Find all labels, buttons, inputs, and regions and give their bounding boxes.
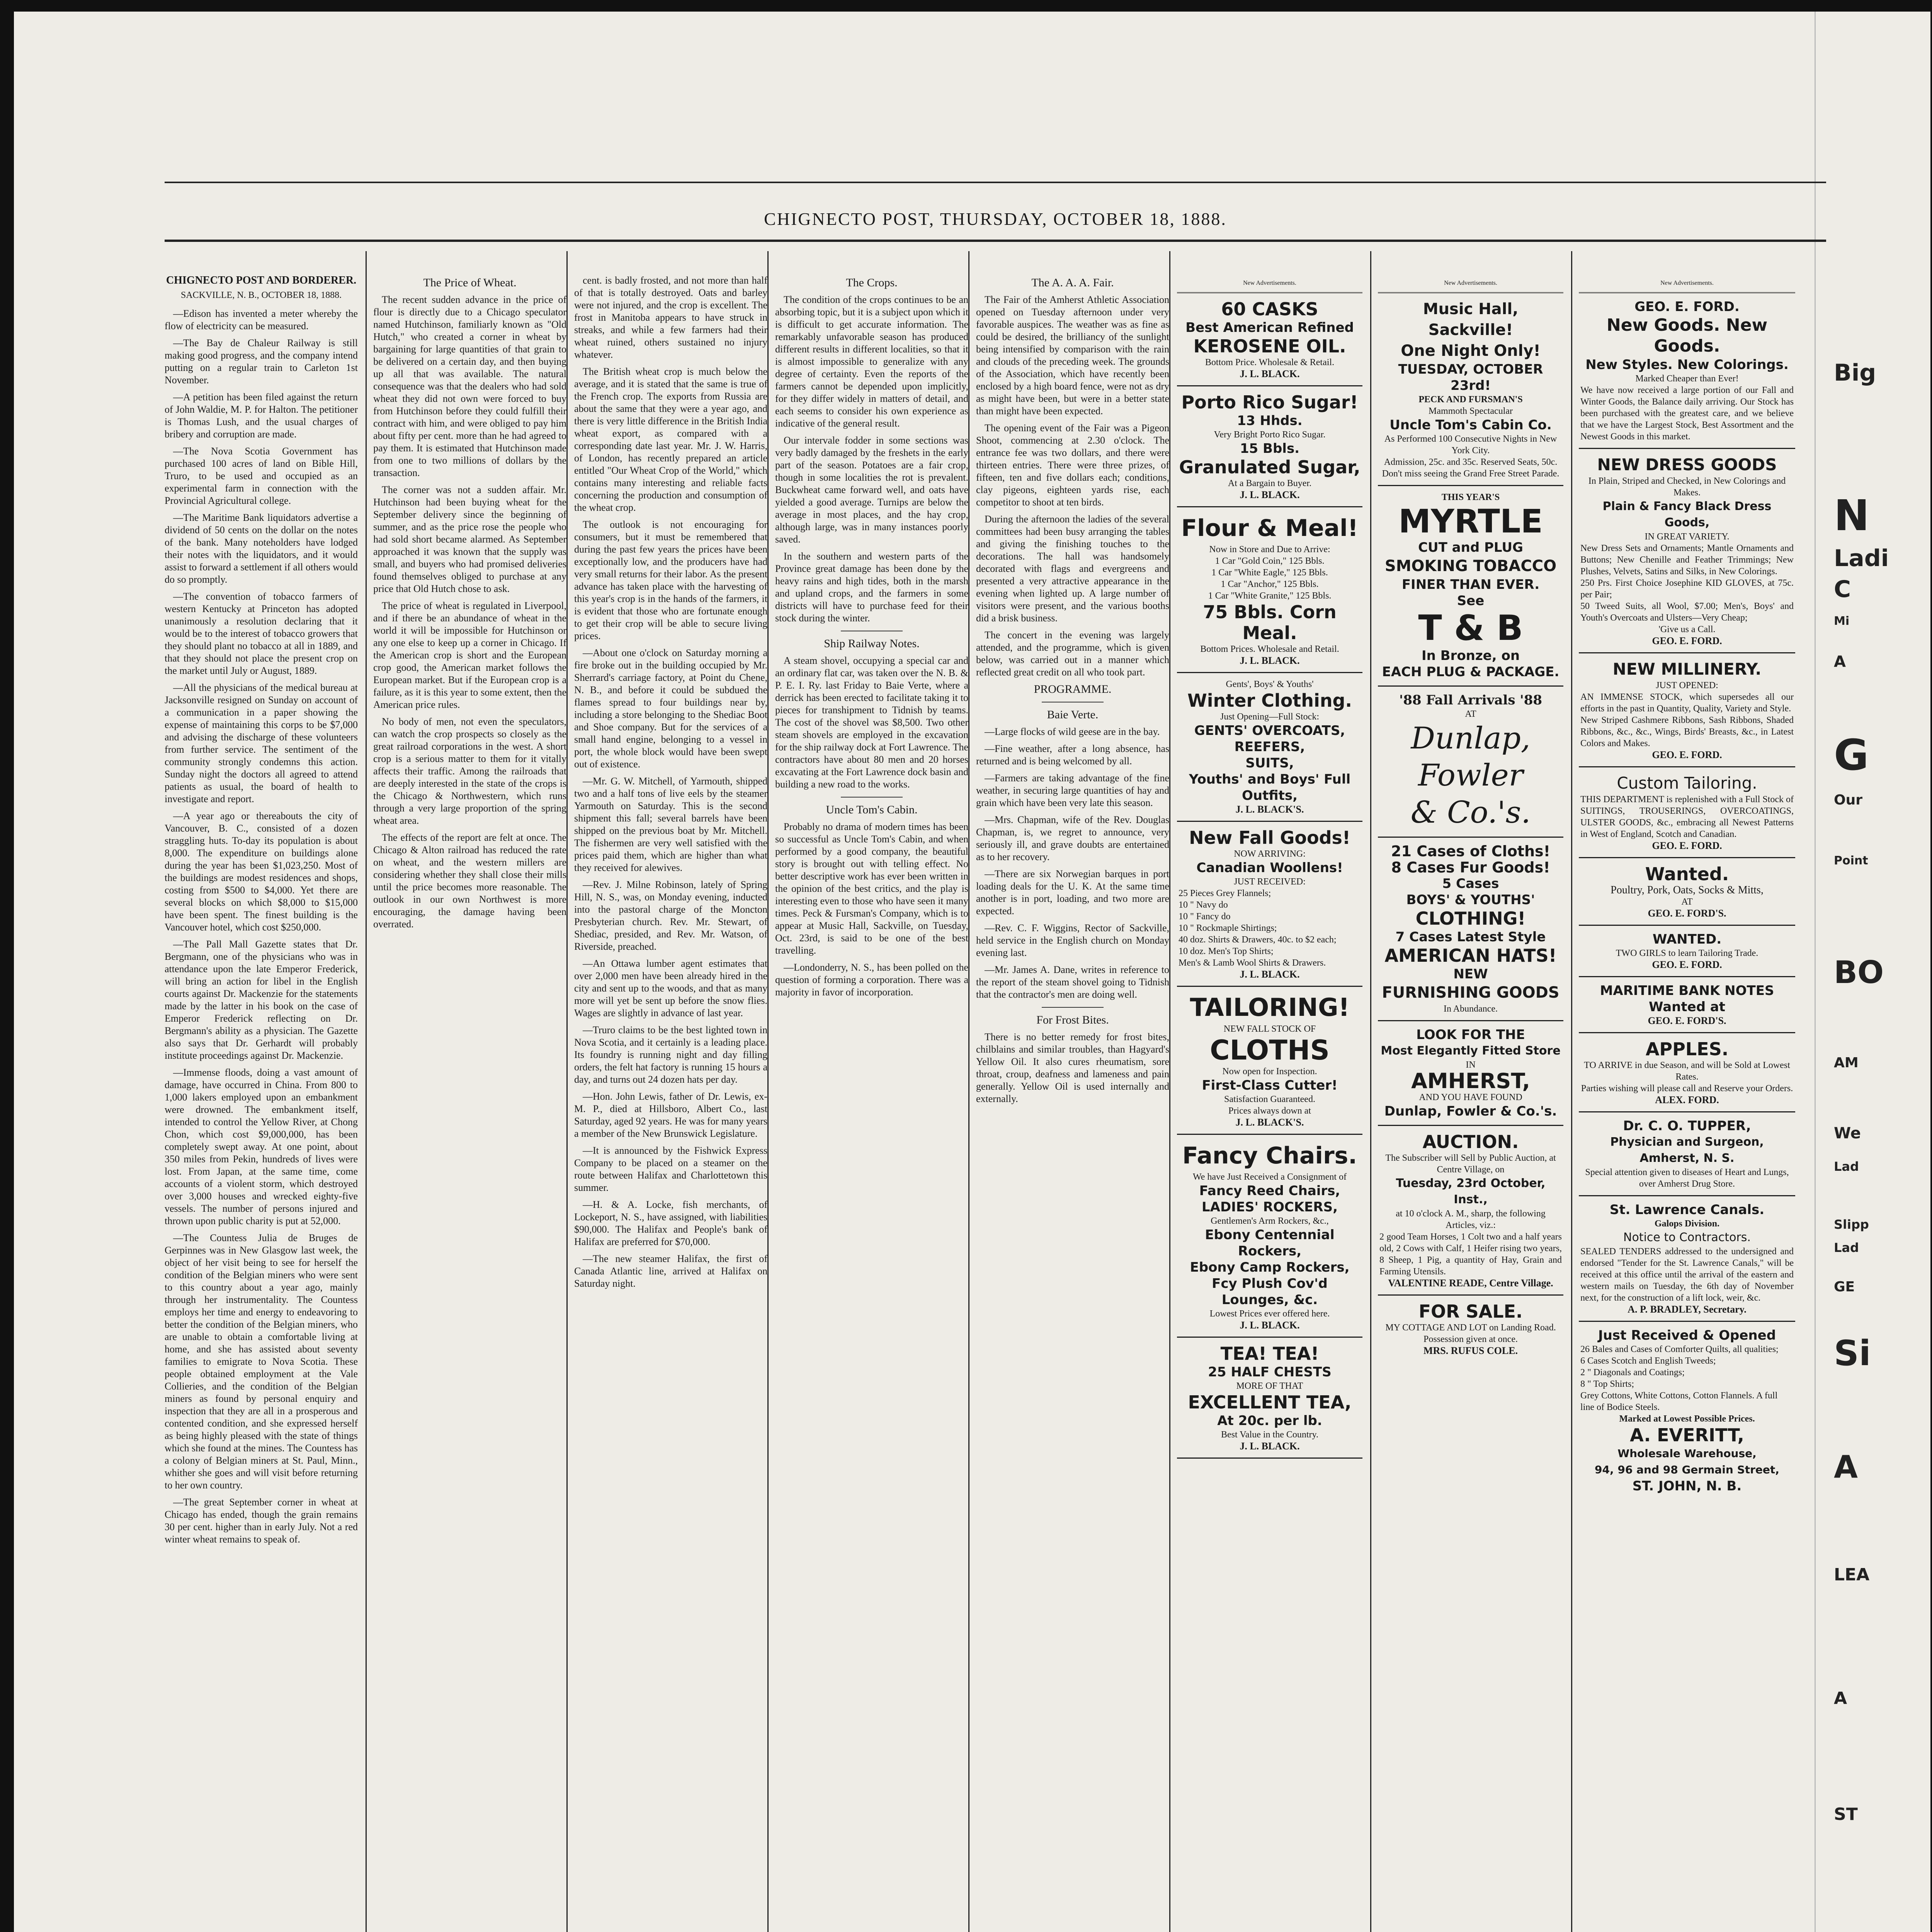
divider [841,797,903,798]
paragraph: During the afternoon the ladies of the several committees had been busy arranging the tables and giving the finishing touches to the decorations. The hall was handsomely decorated with flags and evergreens and presented a very attractive appearance in the evening when lighted up. A large number of visitors were present, and the various booths did a brisk business. [976,514,1169,624]
ad-line: New Striped Cashmere Ribbons, Sash Ribbons, Shaded Ribbons, &c., &c., Wings, Birds' Breasts, &c., in Latest Colors and Makes. [1580,715,1794,748]
ad-line: New Goods. New Goods. [1606,315,1768,356]
ad-line: IN [1466,1060,1476,1070]
top-rule [165,182,1826,183]
ad-line: 13 Hhds. [1237,413,1303,429]
ad-line: See [1457,593,1485,609]
ad-signature: J. L. BLACK. [1240,489,1300,500]
ad-line: REEFERS, [1234,739,1305,755]
column-rule [968,251,969,1932]
paragraph: —Fine weather, after a long absence, has returned and is being welcomed by all. [976,743,1169,767]
ad-dunlap-store [1378,1021,1563,1126]
paragraph: —A petition has been filed against the return of John Waldie, M. P. for Halton. The petitioner is Thomas Lush, and the usual charges of bribery and corruption are made. [165,391,358,440]
ad-line: Admission, 25c. and 35c. Reserved Seats, 50c. [1384,457,1558,467]
paragraph: —A year ago or thereabouts the city of Vancouver, B. C., consisted of a dozen straggling huts. To-day its population is about 8,000. The expenditure on buildings alone during the year has been $1,023,250. Most of the buildings are modest residences and shops, costing from $500 to $4,000. Yet there are several blocks on which $8,000 to $15,000 have been spent. The finest building is the Vancouver hotel, which cost $250,000. [165,810,358,933]
ad-dunlap-stock [1378,838,1563,1021]
ad-line: Uncle Tom's Cabin Co. [1389,417,1552,433]
paragraph: —The convention of tobacco farmers of western Kentucky at Princeton has adopted unanimously a resolution declaring that it would be to the interest of tobacco growers that they should plant no tobacco at all in 1889, and that they should not place the present crop on the market until July or August, 1889. [165,591,358,676]
ad-bank-notes [1579,977,1795,1033]
ad-signature: J. L. BLACK'S. [1235,1117,1304,1128]
ad-line: Gents', Boys' & Youths' [1226,679,1314,689]
paragraph: The condition of the crops continues to be an absorbing topic, but it is a subject upon which it is difficult to get accurate information. The remarkably unfavorable season has produced different results in different localities, so that it is almost impossible to generalize with any degree of certainty. Even the reports of the farmers cannot be depended upon implicitly, for they differ widely in matters of detail, and each seems to consider his own experience as indicative of the general result. [775,294,968,429]
adjacent-fragment: Lad [1834,1159,1859,1174]
paragraph: The effects of the report are felt at once. The Chicago & Alton railroad has reduced the rate on wheat, and the western millers are considering whether they shall close their mills until the price becomes more reasonable. The outlook in our own Northwest is more encouraging, the damage having been overrated. [373,832,566,930]
ad-line: New Dress Sets and Ornaments; Mantle Ornaments and Buttons; New Chenille and Feather Trimmings; New Plushes, Velvets, Satins and Silks, in New Colorings. [1580,543,1794,577]
paragraph: A steam shovel, occupying a special car and an ordinary flat car, was taken over the N. B. & P. E. I. Ry. last Friday to Baie Verte, where a derrick has been erected to facilitate taking it to pieces for transhipment to Tidnish by teams. The cost of the shovel was $8,500. Two other steam shovels are employed in the excavation for the ship railway dock at Fort Lawrence. The contractors have about 80 men and 20 horses excavating at the Fort Lawrence dock basin and building a new road to the works. [775,655,968,790]
ad-line: THIS DEPARTMENT is replenished with a Full Stock of SUITINGS, TROUSERINGS, OVERCOATINGS, ULSTER GOODS, &c., embracing all Newest Patterns in West of England, Scotch and Canadian. [1580,794,1794,839]
adjacent-fragment: Our [1834,792,1862,808]
ad-line: THIS YEAR'S [1441,492,1500,502]
ad-signature: GEO. E. FORD. [1652,635,1722,646]
ad-dress-goods [1579,449,1795,653]
adjacent-fragment: Mi [1834,614,1850,628]
ad-line: New Fall Goods! [1189,827,1350,848]
paragraph: —The Pall Mall Gazette states that Dr. Bergmann, one of the physicians who was in attendance upon the late Emperor Frederick, will bring an action for libel in the English courts against Dr. Mackenzie for the statements made by the latter in his book on the case of Emperor Frederick reflecting on Dr. Bergmann's ability as a physician. The Gazette also says that Dr. Gerhardt will probably institute proceedings against Dr. Mackenzie. [165,939,358,1061]
column-rule [566,251,568,1932]
paragraph: —The Countess Julia de Bruges de Gerpinnes was in New Glasgow last week, the object of her visit being to see for herself the condition of the Belgian miners who were sent to this country about a year ago, mainly through her instrumentality. The Countess employs her time and energy to endeavoring to better the condition of the Belgian miners, who are unable to obtain a comfortable living at home, and she has assisted about seventy families to emigrate to Nova Scotia. These people obtained employment at the Vale Collieries, and the condition of the Belgian miners as found by personal enquiry and inspection that they are all in a prosperous and contented condition, and she expressed herself as being highly pleased with the state of things which she found at the mines. The Countess has a colony of Belgian miners at St. Paul, Minn., whither she goes and will visit before returning to her own country. [165,1232,358,1491]
column-rule [366,251,367,1932]
ad-line: 10 " Rockmaple Shirtings; [1179,923,1277,933]
paragraph: —Large flocks of wild geese are in the bay. [985,726,1160,737]
ad-line: 25 HALF CHESTS [1208,1364,1332,1380]
paragraph: —Londonderry, N. S., has been polled on the question of forming a corporation. There was a majority in favor of incorporation. [775,962,968,998]
ad-line: CLOTHS [1210,1034,1330,1066]
ad-line: Ebony Camp Rockers, [1190,1260,1350,1275]
ad-line: Mammoth Spectacular [1429,406,1513,416]
ad-line: 1 Car "White Eagle," 125 Bbls. [1211,568,1328,578]
ad-line: Galops Division. [1654,1219,1720,1229]
ad-tailoring [1177,987,1362,1135]
ad-line: Lowest Prices ever offered here. [1209,1309,1330,1319]
ad-signature: J. L. BLACK. [1240,368,1300,379]
ad-line: Just Received & Opened [1598,1328,1776,1343]
ad-line: Notice to Contractors. [1623,1231,1751,1244]
ad-line: FINER THAN EVER. [1401,577,1540,592]
ad-everitt [1579,1322,1795,1500]
ad-line: Fowler [1418,758,1523,793]
ad-line: 50 Tweed Suits, all Wool, $7.00; Men's, Boys' and Youth's Overcoats and Ulsters—Very Cheap; [1580,601,1794,623]
paragraph: No body of men, not even the speculators, can watch the crop prospects so closely as the great railroad corporations in the west. A short crop is a serious matter to them for it vitally affects their traffic. Among the railroads that are deeply interested in the state of the crops is the Chicago & Northwestern, which runs through a very large proportion of the spring wheat area. [373,716,566,826]
ad-line: AUCTION. [1422,1131,1519,1152]
adjacent-fragment: A [1834,1689,1847,1708]
ad-line: Gentlemen's Arm Rockers, &c., [1211,1216,1329,1226]
adjacent-fragment: Point [1834,854,1868,867]
column-editorial [165,274,358,1932]
ad-line: At a Bargain to Buyer. [1228,478,1312,488]
paragraph: —There are six Norwegian barques in port loading deals for the U. K. At the same time another is in port, loading, and two more are expected. [976,868,1169,917]
ad-line: PECK AND FURSMAN'S [1418,395,1523,405]
paragraph: —The Bay de Chaleur Railway is still making good progress, and the company intend putting on a regular train to Carleton 1st November. [165,337,358,386]
ad-line: Prices always down at [1228,1106,1311,1116]
ad-line: Fancy Reed Chairs, [1199,1183,1340,1199]
ad-line: Wanted. [1645,864,1729,884]
column-fair [976,274,1169,1932]
paragraph: —It is announced by the Fishwick Express Company to be placed on a steamer on the route between Halifax and Charlottetown this summer. [574,1145,767,1193]
ad-line: Bottom Prices. Wholesale and Retail. [1200,644,1339,654]
ad-line: 26 Bales and Cases of Comforter Quilts, all qualities; [1580,1344,1779,1354]
ad-line: In Plain, Striped and Checked, in New Colorings and Makes. [1588,476,1786,498]
ad-line: '88 Fall Arrivals '88 [1399,692,1543,708]
ad-line: We have now received a large portion of our Fall and Winter Goods, the Balance daily arriving. Our Stock has been purchased with the greatest care, and we believe that we have the Largest Stock, Best Assortment and the Newest Goods in this market. [1580,385,1794,442]
ad-line: SEALED TENDERS addressed to the undersigned and endorsed "Tender for the St. Lawrence Canals," will be received at this office until the arrival of the eastern and western mails on Tuesday, the 6th day of November next, for the construction of a lift lock, weir, &c. [1580,1247,1794,1303]
adjacent-fragment: LEA [1834,1565,1870,1585]
ad-line: AT [1681,897,1693,907]
paragraph: Our intervale fodder in some sections was very badly damaged by the freshets in the early part of the season. Potatoes are a fair crop, though in some localities the rot is prevalent. Buckwheat came forward well, and oats have yielded a good average. Turnips are below the average in most places, and the hay crop, although large, was in many instances poorly saved. [775,435,968,545]
adjacent-fragment: Lad [1834,1240,1859,1255]
ad-line: Tuesday, 23rd October, Inst., [1396,1177,1546,1206]
ad-line: MY COTTAGE AND LOT on Landing Road. Possession given at once. [1385,1323,1556,1344]
paragraph: —Edison has invented a meter whereby the flow of electricity can be measured. [165,308,358,332]
ad-apples [1579,1033,1795,1112]
ad-line: 40 doz. Shirts & Drawers, 40c. to $2 each; [1179,935,1337,945]
ad-line: Physician and Surgeon, [1610,1135,1764,1149]
paragraph: —An Ottawa lumber agent estimates that over 2,000 men have been already hired in the city and sent up to the woods, and that as many more will yet be sent up before the snow flies. Wages are slightly in advance of last year. [574,958,767,1019]
ad-signature: J. L. BLACK. [1240,1440,1300,1452]
paragraph: In the southern and western parts of the Province great damage has been done by the heavy rains and high tides, both in the marsh and upland crops, and the farmers in some districts will have to purchase feed for their stock during the winter. [775,551,968,624]
column-ads-ford [1579,274,1795,1932]
paragraph: —The Maritime Bank liquidators advertise a dividend of 50 cents on the dollar on the notes of the bank. Many noteholders have lodged their notes with the liquidators, and it would assist to forward a settlement if all others would do so promptly. [165,512,358,585]
ad-line: AT [1465,709,1476,719]
ad-line: GENTS' OVERCOATS, [1194,723,1345,738]
paragraph: —About one o'clock on Saturday morning a fire broke out in the building occupied by Mr. Sherrard's carriage factory, at Point du Chene, N. B., and before it could be subdued the flames spread to four buildings near by, including a store belonging to the Shediac Boot and Shoe company. But for the services of a small hand engine, belonging to a vessel in port, the whole block would have been swept out of existence. [574,647,767,770]
paragraph: —Mr. G. W. Mitchell, of Yarmouth, shipped two and a half tons of live eels by the steamer Yarmouth on Saturday. This is the second shipment this fall; several barrels have been shipped on the previous boat by Mr. Mitchell. The fishermen are very well satisfied with the prices paid them, which are higher than what they received for alewives. [574,776,767,873]
column-rule [1370,251,1371,1932]
paragraph: The recent sudden advance in the price of flour is directly due to a Chicago speculator named Hutchinson, familiarly known as "Old Hutch," who created a corner in wheat by bargaining for large quantities of that grain to be delivered on a certain day, and then buying up all that was available. The natural consequence was that the dealers who had sold wheat they did not own were forced to buy from Hutchinson before they could fulfill their contract with him, and were obliged to pay him about fifty per cent. more than he had agreed to pay them. It is estimated that Hutchinson made from one to two millions of dollars by the transaction. [373,294,566,478]
article-heading: The A. A. A. Fair. [1031,276,1114,289]
ad-line: 8 Cases Fur Goods! [1391,859,1550,876]
ad-line: Poultry, Pork, Oats, Socks & Mitts, [1611,884,1764,896]
ad-line: 250 Prs. First Choice Josephine KID GLOVES, at 75c. per Pair; [1580,578,1794,600]
ad-line: Satisfaction Guaranteed. [1224,1094,1315,1104]
newspaper-page [14,12,1930,1932]
paragraph: The corner was not a sudden affair. Mr. Hutchinson had been buying wheat for the September delivery since the beginning of summer, and as the price rose the people who had sold short became alarmed. As September approached it was known that the supply was small, and buyers who had promised deliveries found themselves obliged to purchase at any price that Old Hutch chose to ask. [373,484,566,594]
ad-line: Dunlap, Fowler & Co.'s. [1384,1104,1557,1119]
ad-line: Very Bright Porto Rico Sugar. [1214,430,1326,440]
ad-line: TO ARRIVE in due Season, and will be Sold at Lowest Rates. [1584,1060,1790,1082]
ad-line: TWO GIRLS to learn Tailoring Trade. [1616,948,1759,958]
ad-kerosene [1177,293,1362,386]
ad-line: Bottom Price. Wholesale & Retail. [1205,357,1335,367]
ad-line: Dr. C. O. TUPPER, [1623,1118,1751,1134]
ad-line: TAILORING! [1190,993,1350,1022]
ad-line: NEW [1453,966,1488,982]
ad-line: JUST RECEIVED: [1234,877,1306,887]
ad-signature: J. L. BLACK. [1240,655,1300,666]
ad-line: Now open for Inspection. [1222,1066,1317,1077]
ad-line: at 10 o'clock A. M., sharp, the following Articles, viz.: [1396,1209,1546,1230]
ad-line: New Styles. New Colorings. [1585,357,1789,372]
ad-line: SUITS, [1245,755,1294,771]
ad-line: We have Just Received a Consignment of [1193,1172,1347,1182]
ad-line: 21 Cases of Cloths! [1391,843,1550,860]
ad-line: Custom Tailoring. [1617,774,1757,793]
ad-line: Canadian Woollens! [1196,860,1343,876]
ad-line: CLOTHING! [1415,908,1526,929]
ad-line: 1 Car "White Granite," 125 Bbls. [1208,591,1332,601]
paragraph: cent. is badly frosted, and not more than half of that is totally destroyed. Oats and barley were not injured, and the crop is excellent. The frost in Manitoba appears to have struck in streaks, and while a few farmers had their wheat ruined, others sustained no injury whatever. [574,275,767,360]
ad-line: 15 Bbls. [1240,441,1300,456]
ads-header: New Advertisements. [1579,274,1795,293]
adjacent-fragment: G [1834,730,1869,780]
paragraph: The concert in the evening was largely attended, and the programme, which is given below, was carried out in a manner which reflected great credit on all who took part. [976,629,1169,678]
paragraph: —The Nova Scotia Government has purchased 100 acres of land on Bible Hill, Truro, to be used and occupied as an experimental farm in connection with the Provincial Agricultural college. [165,446,358,506]
adjacent-fragment: N [1834,491,1870,540]
ad-new-goods [1579,293,1795,449]
ad-line: MYRTLE [1398,502,1543,540]
ad-line: Fcy Plush Cov'd Lounges, &c. [1212,1276,1328,1308]
ad-line: EXCELLENT TEA, [1188,1392,1352,1413]
ad-line: As Performed 100 Consecutive Nights in New York City. [1384,434,1557,456]
ad-line: Marked at Lowest Possible Prices. [1619,1414,1755,1424]
paragraph: —Immense floods, doing a vast amount of damage, have occurred in China. From 800 to 1,000 lakers employed upon an embankment were drowned. The embankment itself, intended to control the Yellow River, at Chong Chon, which cost $9,000,000, has been completely swept away. At one point, about 350 miles from Pekin, hundreds of lives were lost. From Japan, at the same time, come accounts of a violent storm, which destroyed over 3,000 houses and wrecked eighty-five vessels. The number of persons injured and thrown upon public charity is put at 52,000. [165,1067,358,1226]
ad-wanted-poultry [1579,858,1795,926]
ad-canals [1579,1196,1795,1322]
ad-line: NOW ARRIVING: [1234,849,1306,859]
ad-line: Music Hall, Sackville! [1423,300,1519,339]
ad-line: NEW MILLINERY. [1612,660,1762,679]
ad-millinery [1579,653,1795,767]
article-heading: The Crops. [846,276,898,289]
adjacent-fragment: Big [1834,359,1876,386]
paragraph: —Truro claims to be the best lighted town in Nova Scotia, and it certainly is a leading place. Its foundry is running night and day filling orders, the felt hat factory is running 15 hours a day, and turns out 24 dozen hats per day. [574,1024,767,1085]
paragraph: —Rev. J. Milne Robinson, lately of Spring Hill, N. S., was, on Monday evening, inducted into the pastoral charge of the Moncton Presbyterian church. Rev. Mr. Stewart, of Shediac, presided, and Rev. Mr. Watson, of Riverside, preached. [574,879,767,952]
ad-line: Granulated Sugar, [1179,457,1361,478]
ad-line: TEA! TEA! [1220,1343,1319,1364]
ad-chairs [1177,1135,1362,1338]
adjacent-fragment: BO [1834,954,1884,990]
ad-music-hall [1378,293,1563,486]
paragraph: Probably no drama of modern times has been so successful as Uncle Tom's Cabin, and when performed by a good company, the beautiful story is brought out with telling effect. No better descriptive work has ever been written in the opinion of the best critics, and the play is interesting even to those who have seen it many times. Peck & Fursman's Company, which is to appear at Music Hall, Sackville, on Tuesday, Oct. 23rd, is said to be one of the best travelling. [775,821,968,956]
ad-line: JUST OPENED: [1656,680,1718,690]
adjacent-fragment: A [1834,653,1846,671]
ad-line: FURNISHING GOODS [1382,984,1560,1002]
ad-line: LADIES' ROCKERS, [1201,1199,1338,1215]
ad-line: ST. JOHN, N. B. [1632,1478,1742,1494]
paragraph: The Fair of the Amherst Athletic Association opened on Tuesday afternoon under very favorable auspices. The weather was as fine as could be desired, the brilliancy of the sunlight being intensified by comparison with the rain and clouds of the preceding week. The grounds of the Association, which have recently been enclosed by a high board fence, were not as dry as might have been, but were in a better state than might have been expected. [976,294,1169,417]
ad-line: Plain & Fancy Black Dress Goods, [1602,500,1772,529]
ad-line: LOOK FOR THE [1416,1027,1525,1043]
adjacent-fragment: AM [1834,1055,1859,1071]
ad-line: Porto Rico Sugar! [1181,392,1358,413]
ad-dr-tupper [1579,1112,1795,1196]
column-rule [767,251,769,1932]
ad-line: 6 Cases Scotch and English Tweeds; [1580,1356,1716,1366]
ad-line: At 20c. per lb. [1217,1413,1322,1429]
ad-line: BOYS' & YOUTHS' [1406,892,1535,908]
page-header: CHIGNECTO POST, THURSDAY, OCTOBER 18, 1888. [764,209,1227,229]
ad-line: CUT and PLUG [1418,540,1523,555]
ad-line: Special attention given to diseases of Heart and Lungs, over Amherst Drug Store. [1585,1167,1789,1189]
ad-signature: VALENTINE READE, Centre Village. [1388,1277,1553,1289]
ad-line: In Bronze, on [1421,648,1520,663]
ad-line: 25 Pieces Grey Flannels; [1179,888,1271,898]
ad-signature: J. L. BLACK. [1240,1320,1300,1331]
ad-dunlap-arrivals [1378,687,1563,838]
ad-line: Wanted at [1648,999,1726,1015]
ad-line: 7 Cases Latest Style [1395,929,1546,945]
ad-line: Amherst, N. S. [1639,1151,1735,1165]
article-heading: For Frost Bites. [1036,1014,1109,1026]
ad-line: FOR SALE. [1418,1301,1523,1322]
ad-line: AN IMMENSE STOCK, which supersedes all our efforts in the past in Quantity, Quality, Variety and Style. [1580,692,1794,714]
ad-for-sale [1378,1296,1563,1362]
ad-line: AND YOU HAVE FOUND [1419,1092,1522,1102]
article-heading: Uncle Tom's Cabin. [826,803,918,816]
ad-line: AMHERST, [1411,1069,1530,1093]
paragraph: The outlook is not encouraging for consumers, but it must be remembered that during the past few years the prices have been exceptionally low, and the producers have had very small returns for their labor. As the present advance has taken place with the harvesting of this year's crop is in the hands of the farmers, it is evident that those who are fortunate enough to get their crop will be able to secure living prices. [574,519,767,641]
ad-line: 8 " Top Shirts; [1580,1379,1634,1389]
ad-signature: GEO. E. FORD. [1652,840,1722,851]
ad-line: Youths' and Boys' Full Outfits, [1189,772,1351,803]
ad-line: NEW DRESS GOODS [1597,455,1777,474]
ad-signature: GEO. E. FORD. [1652,749,1722,760]
ad-line: Dunlap, [1411,721,1531,756]
dateline: SACKVILLE, N. B., OCTOBER 18, 1888. [180,290,342,300]
ad-line: Wholesale Warehouse, [1617,1447,1757,1460]
ad-signature: MRS. RUFUS COLE. [1423,1345,1518,1356]
ad-auction [1378,1126,1563,1296]
ad-myrtle-tobacco [1378,486,1563,687]
ad-fall-goods [1177,822,1362,987]
ad-line: WANTED. [1652,932,1722,947]
ad-clothing [1177,673,1362,822]
paragraph: —All the physicians of the medical bureau at Jacksonville resigned on Sunday on account of a communication in a paper showing the expense of maintaining this corps to be $7,000 and advising the discharge of these volunteers from further service. The sentiment of the community strongly condemns this action. Sunday night the doctors all agreed to attend patients as usual, the board of health to investigate and report. [165,682,358,804]
column-rule [1571,251,1572,1932]
ad-signature: GEO. E. FORD'S. [1648,908,1726,919]
adjacent-fragment: Ladi [1834,545,1889,572]
ad-line: In Abundance. [1444,1004,1498,1014]
paragraph: —Mrs. Chapman, wife of the Rev. Douglas Chapman, is, we regret to announce, very seriously ill, and grave doubts are entertained as to her recovery. [976,814,1169,862]
ad-line: Ebony Centennial Rockers, [1205,1227,1335,1259]
paragraph: There is no better remedy for frost bites, chilblains and similar troubles, than Hagyard's Yellow Oil. It also cures rheumatism, sore throat, croup, deafness and lameness and pain generally. Yellow Oil is used internally and externally. [976,1031,1169,1104]
ad-line: 10 " Fancy do [1179,912,1231,922]
ad-signature: J. L. BLACK'S. [1235,804,1304,815]
ad-custom-tailoring [1579,767,1795,858]
paragraph: —Hon. John Lewis, father of Dr. Lewis, ex-M. P., died at Hillsboro, Albert Co., last Saturday, aged 92 years. He was for many years a member of the New Brunswick Legislature. [574,1091,767,1139]
page-content [165,104,1826,1932]
ad-line: 60 CASKS [1221,299,1318,320]
paragraph: —Farmers are taking advantage of the fine weather, in securing large quantities of hay and grain which have been very late this season. [976,772,1169,808]
ad-line: 1 Car "Gold Coin," 125 Bbls. [1215,556,1325,566]
masthead: CHIGNECTO POST AND BORDERER. [166,274,357,286]
article-heading: The Price of Wheat. [423,276,517,289]
ad-wanted-girls [1579,926,1795,977]
ad-line: 2 good Team Horses, 1 Colt two and a half years old, 2 Cows with Calf, 1 Heifer rising two years, 8 Sheep, 1 Pig, a quantity of Hay, Grain and Farming Utensils. [1379,1232,1562,1277]
ad-line: Now in Store and Due to Arrive: [1209,544,1330,554]
ad-signature: J. L. BLACK. [1240,969,1300,980]
ad-line: Best Value in the Country. [1221,1430,1318,1440]
column-ads-black [1177,274,1362,1932]
adjacent-fragment: ST [1834,1804,1858,1824]
ad-line: 5 Cases [1442,876,1499,891]
paragraph: —The new steamer Halifax, the first of Canada Atlantic line, arrived at Halifax on Saturday night. [574,1253,767,1289]
ad-line: Most Elegantly Fitted Store [1381,1044,1561,1058]
ad-line: AMERICAN HATS! [1384,945,1557,966]
ad-line: SMOKING TOBACCO [1384,557,1557,575]
ad-line: IN GREAT VARIETY. [1645,532,1730,542]
ad-line: 1 Car "Anchor," 125 Bbls. [1221,579,1319,589]
ad-line: 94, 96 and 98 Germain Street, [1595,1463,1779,1476]
ad-line: Flour & Meal! [1181,515,1358,542]
paragraph: —Mr. James A. Dane, writes in reference to the report of the steam shovel going to Tidnish that the contractor's men are doing well. [976,964,1169,1000]
ad-line: First-Class Cutter! [1202,1078,1338,1093]
ad-line: Grey Cottons, White Cottons, Cotton Flannels. A full line of Bodice Steels. [1580,1391,1778,1412]
paragraph: The British wheat crop is much below the average, and it is stated that the same is true of the French crop. The exports from Russia are about the same that they were a year ago, and there is very little difference in the British India wheat export, as compared with a corresponding date last year. Mr. J. W. Harris, of London, has recently prepared an article entitled "Our Wheat Crop of the World," which contains many interesting and reliable facts concerning the production and consumption of the wheat crop. [574,366,767,513]
paragraph: The price of wheat is regulated in Liverpool, and if there be an abundance of wheat in the world it will be impossible for Hutchinson or any one else to keep up a corner in Chicago. If the American crop is short and the European crop good, the American market follows the European market. But if the European crop is a failure, as it is this year to some extent, then the American price rules. [373,600,566,710]
divider [1042,1007,1104,1008]
ad-line: KEROSENE OIL. [1193,336,1346,357]
ad-line: 75 Bbls. Corn Meal. [1203,602,1337,643]
ad-signature: A. P. BRADLEY, Secretary. [1628,1304,1747,1315]
programme-title: PROGRAMME. [1034,683,1112,696]
ad-line: Men's & Lamb Wool Shirts & Drawers. [1179,958,1326,968]
ad-signature: GEO. E. FORD. [1652,959,1722,970]
ad-line: MORE OF THAT [1236,1381,1303,1391]
ad-line: 'Give us a Call. [1658,624,1716,634]
ad-line: 10 " Navy do [1179,900,1228,910]
ad-line: Parties wishing will please call and Reserve your Orders. [1581,1083,1793,1094]
ad-line: Best American Refined [1185,320,1354,335]
article-heading: Ship Railway Notes. [824,637,920,650]
ad-line: GEO. E. FORD. [1634,299,1740,315]
ad-line: Don't miss seeing the Grand Free Street Parade. [1382,469,1560,479]
ad-line: 2 " Diagonals and Coatings; [1580,1367,1685,1378]
ad-signature: GEO. E. FORD'S. [1648,1015,1726,1026]
ads-header: New Advertisements. [1177,274,1362,293]
ad-line: The Subscriber will Sell by Public Auction, at Centre Village, on [1385,1153,1556,1175]
header-rule [165,240,1826,242]
ad-line: Marked Cheaper than Ever! [1635,374,1739,384]
article-heading: Baie Verte. [1047,708,1099,721]
ad-flour [1177,507,1362,673]
ad-line: NEW FALL STOCK OF [1223,1024,1316,1034]
ad-line: APPLES. [1645,1039,1729,1060]
paragraph: —H. & A. Locke, fish merchants, of Lockeport, N. S., have assigned, with liabilities $90,000. The Halifax and People's bank of Halifax are preferred for $70,000. [574,1199,767,1247]
column-news [574,274,767,1932]
adjacent-fragment: Si [1834,1333,1871,1374]
adjacent-fragment: C [1834,576,1851,603]
ad-line: 10 doz. Men's Top Shirts; [1179,946,1274,956]
ad-line: EACH PLUG & PACKAGE. [1382,664,1560,680]
ad-line: St. Lawrence Canals. [1609,1202,1765,1218]
paragraph: —Rev. C. F. Wiggins, Rector of Sackville, held service in the English church on Monday evening last. [976,922,1169,958]
ad-line: TUESDAY, OCTOBER 23rd! [1398,362,1543,393]
ad-sugar [1177,386,1362,507]
adjacent-fragment: GE [1834,1279,1855,1295]
ad-line: MARITIME BANK NOTES [1600,983,1774,998]
paragraph: The opening event of the Fair was a Pigeon Shoot, commencing at 2.30 o'clock. The entrance fee was two dollars, and there were thirteen entries. There were three prizes, of fifteen, ten and five dollars each; conditions, clay pigeons, eighteen yards rise, each competitor to shoot at ten birds. [976,422,1169,508]
ad-tea [1177,1338,1362,1459]
column-wheat [373,274,566,1932]
adjacent-fragment: Slipp [1834,1217,1869,1232]
ad-line: T & B [1418,608,1523,648]
adjacent-fragment: We [1834,1124,1861,1142]
ad-line: Winter Clothing. [1187,690,1352,711]
ad-line: Just Opening—Full Stock: [1220,712,1320,722]
ad-line: & Co.'s. [1410,795,1531,830]
ads-header: New Advertisements. [1378,274,1563,293]
ad-line: Fancy Chairs. [1182,1142,1357,1169]
ad-line: A. EVERITT, [1630,1425,1744,1446]
column-ads-dunlap [1378,274,1563,1932]
paragraph: —The great September corner in wheat at Chicago has ended, though the grain remains 30 per cent. higher than in early July. Not a red winter wheat remains to speak of. [165,1497,358,1545]
ad-line: One Night Only! [1401,342,1541,360]
column-crops [775,274,968,1932]
ad-signature: ALEX. FORD. [1655,1094,1719,1105]
adjacent-fragment: A [1834,1449,1858,1485]
column-rule [1169,251,1170,1932]
